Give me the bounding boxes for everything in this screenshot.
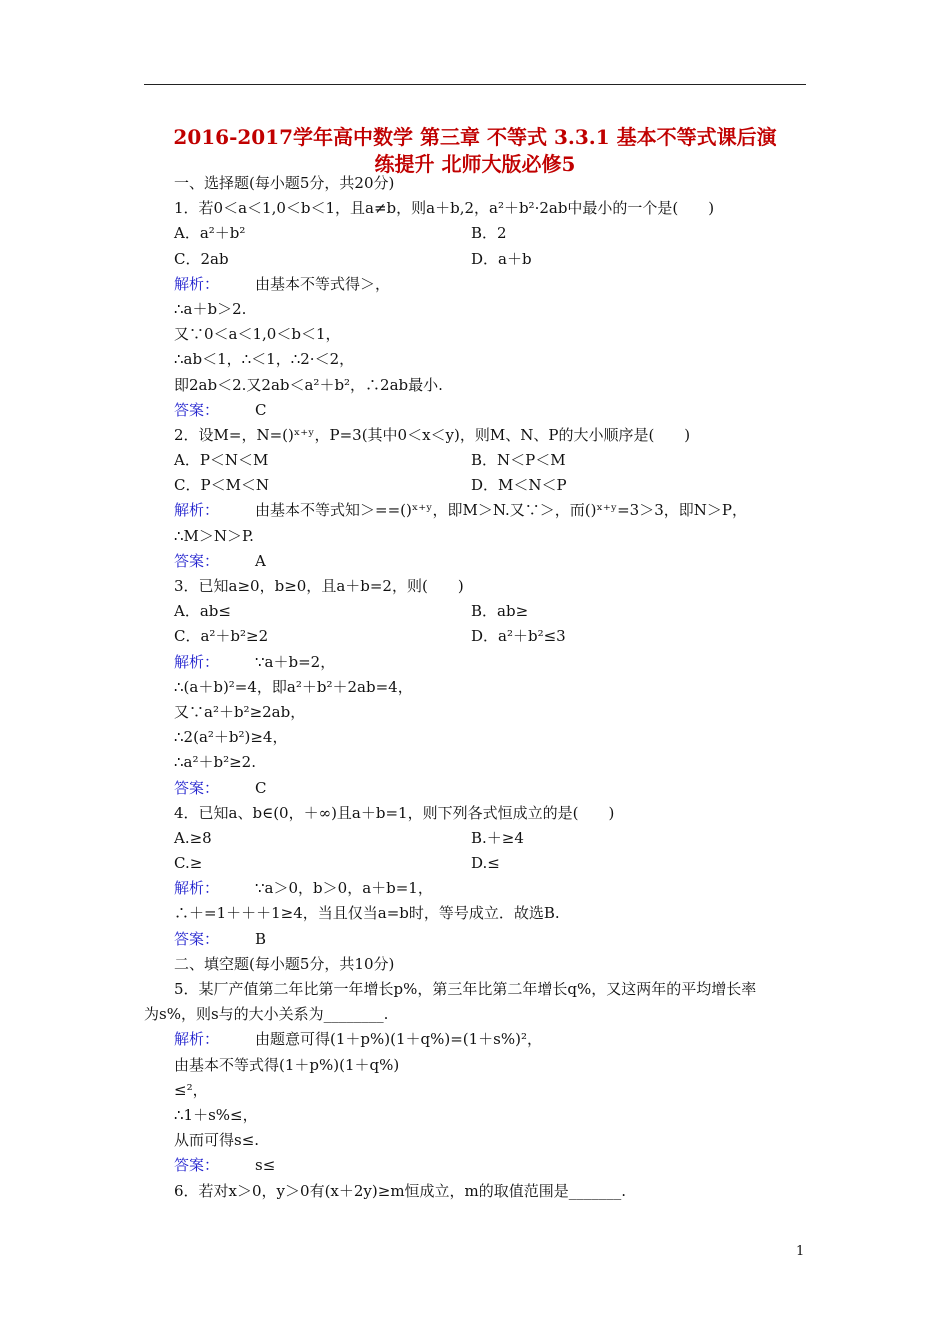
answer-options (144, 624, 806, 649)
label-text: s≤ (255, 1156, 276, 1175)
text-line: ∴ab＜1，∴＜1，∴2·＜2， (174, 350, 355, 369)
option-left: A．P＜N＜M (174, 451, 269, 470)
option-left: C．a²＋b²≥2 (174, 627, 269, 646)
section-label: 解析： (174, 501, 220, 520)
answer-options (144, 851, 806, 876)
label-text: ∵a＋b=2， (255, 652, 336, 671)
text-line: 一、选择题(每小题5分，共20分) (174, 174, 395, 192)
title-line-1: 2016-2017学年高中数学 第三章 不等式 3.3.1 基本不等式课后演 (173, 125, 777, 149)
option-left: C．P＜M＜N (174, 476, 270, 495)
option-right: D.≤ (471, 854, 500, 873)
label-text: 由题意可得(1＋p%)(1＋q%)=(1＋s%)²， (255, 1030, 543, 1049)
label-text: B (255, 929, 267, 948)
label-text: 由基本不等式知＞==()ˣ⁺ʸ，即M＞N.又∵＞，而()ˣ⁺ʸ=3＞3，即N＞P， (255, 501, 747, 520)
title-line-2: 练提升 北师大版必修5 (374, 152, 576, 176)
labeled-line (144, 876, 806, 901)
text-line: ∴(a＋b)²=4，即a²＋b²＋2ab=4， (174, 677, 413, 696)
labeled-line (144, 549, 806, 574)
labeled-line (144, 927, 806, 952)
option-right: D．a＋b (471, 249, 532, 268)
text-line: 1．若0＜a＜1,0＜b＜1，且a≠b，则a＋b,2，a²＋b²·2ab中最小的一个是( ) (174, 199, 715, 218)
text-line: ∴a＋b＞2. (174, 299, 247, 318)
section-label: 解析： (174, 274, 220, 293)
section-label: 答案： (174, 551, 220, 570)
answer-options (144, 448, 806, 473)
label-text: 由基本不等式得＞， (255, 274, 391, 293)
label-text: A (255, 551, 266, 570)
label-text: ∵a＞0，b＞0，a＋b=1， (255, 879, 433, 898)
option-right: D．a²＋b²≤3 (471, 627, 566, 646)
text-line: 6．若对x＞0，y＞0有(x＋2y)≥m恒成立，m的取值范围是_______. (174, 1181, 627, 1200)
text-line: 即2ab＜2.又2ab＜a²＋b²，∴2ab最小. (174, 375, 443, 394)
labeled-line (144, 650, 806, 675)
answer-options (144, 221, 806, 246)
text-line: 3．已知a≥0，b≥0，且a＋b=2，则( ) (174, 577, 464, 595)
option-left: A．ab≤ (174, 602, 231, 621)
answer-options (144, 826, 806, 851)
text-line: ∴M＞N＞P. (174, 526, 254, 545)
option-right: B．ab≥ (471, 602, 529, 621)
labeled-line (144, 1027, 806, 1052)
section-label: 答案： (174, 778, 220, 797)
document-body (144, 171, 806, 1204)
text-line: 从而可得s≤. (174, 1131, 260, 1150)
text-line: 为s%，则s与的大小关系为________. (144, 1005, 389, 1024)
answer-options (144, 473, 806, 498)
option-left: A．a²＋b² (174, 224, 246, 243)
text-line: 4．已知a、b∈(0，＋∞)且a＋b=1，则下列各式恒成立的是( ) (174, 803, 615, 822)
text-line: ∴2(a²＋b²)≥4， (174, 728, 288, 747)
text-line: 5．某厂产值第二年比第一年增长p%，第三年比第二年增长q%，又这两年的平均增长率 (174, 980, 757, 998)
text-line: ∴a²＋b²≥2. (174, 753, 256, 772)
header-rule (144, 84, 806, 85)
option-right: B．2 (471, 224, 507, 243)
section-label: 答案： (174, 929, 220, 948)
text-line: 由基本不等式得(1＋p%)(1＋q%) (174, 1055, 400, 1074)
document-title (144, 124, 806, 178)
answer-options (144, 247, 806, 272)
text-line: ∴＋=1＋＋＋1≥4，当且仅当a=b时，等号成立．故选B. (174, 904, 560, 923)
text-line: 又∵0＜a＜1,0＜b＜1， (174, 325, 341, 344)
option-right: D．M＜N＜P (471, 476, 567, 495)
text-line: ≤²， (174, 1080, 208, 1099)
labeled-line (144, 776, 806, 801)
labeled-line (144, 398, 806, 423)
page-number: 1 (796, 1244, 805, 1259)
label-text: C (255, 778, 267, 797)
labeled-line (144, 1153, 806, 1178)
text-line: 又∵a²＋b²≥2ab， (174, 702, 306, 721)
label-text: C (255, 400, 267, 419)
section-label: 答案： (174, 1156, 220, 1175)
section-label: 解析： (174, 652, 220, 671)
text-line: 2．设M=，N=()ˣ⁺ʸ，P=3(其中0＜x＜y)，则M、N、P的大小顺序是( ) (174, 425, 691, 444)
labeled-line (144, 272, 806, 297)
option-left: A.≥8 (174, 828, 212, 847)
text-line: 二、填空题(每小题5分，共10分) (174, 954, 395, 973)
text-line: ∴1＋s%≤， (174, 1105, 258, 1124)
answer-options (144, 599, 806, 624)
section-label: 答案： (174, 400, 220, 419)
section-label: 解析： (174, 1030, 220, 1049)
option-left: C.≥ (174, 854, 203, 873)
option-right: B．N＜P＜M (471, 451, 566, 470)
section-label: 解析： (174, 879, 220, 898)
labeled-line (144, 498, 806, 523)
option-left: C．2ab (174, 249, 229, 268)
option-right: B.＋≥4 (471, 828, 524, 847)
